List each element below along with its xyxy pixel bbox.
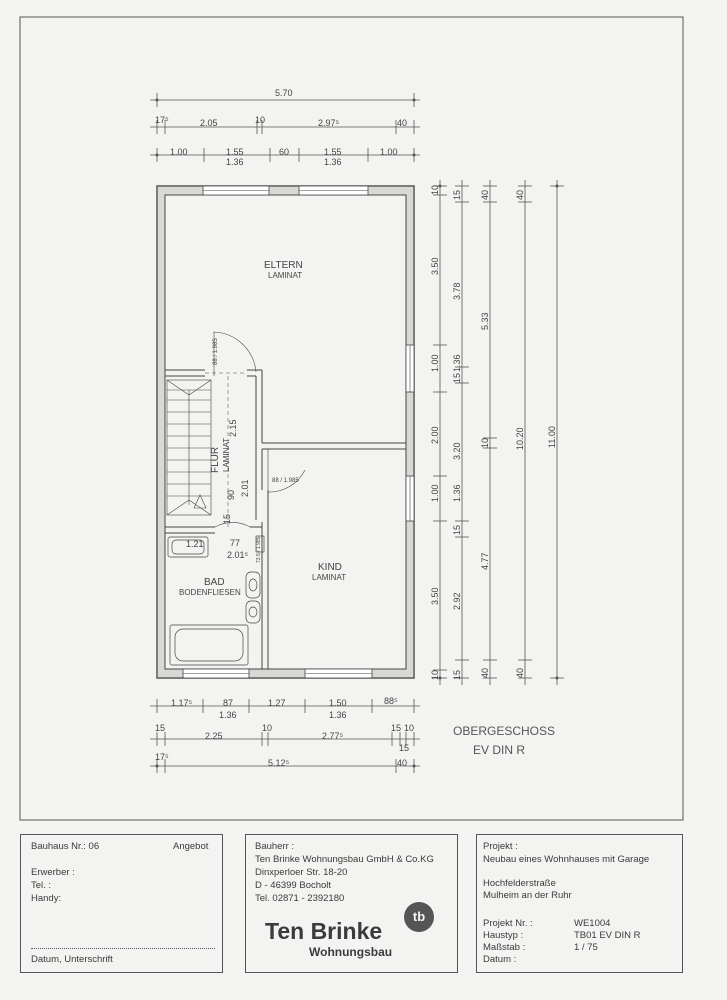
dim-bottom-row2-5: 10 xyxy=(404,723,415,733)
dim-bottom-row2-6: 15 xyxy=(399,743,410,753)
dim-top-row3-4: 1.55 xyxy=(324,147,342,157)
dim-top-row3-3: 60 xyxy=(279,147,290,157)
bauherr-label: Bauherr : xyxy=(255,841,295,852)
dim-flur-90: 90 xyxy=(226,489,236,500)
dim-bottom-row2-0: 15 xyxy=(155,723,166,733)
dim-bad-201: 2.01⁵ xyxy=(227,550,249,560)
dim-right-c2-2: 1.36 xyxy=(452,354,462,372)
logo-main: Ten Brinke xyxy=(265,918,383,944)
dim-bad-121: 1.21 xyxy=(186,539,204,549)
dim-right-c1-3: 2.00 xyxy=(430,426,440,444)
room-bad: BAD xyxy=(204,577,225,588)
floor-title: OBERGESCHOSS xyxy=(453,724,556,738)
projekt-street: Hochfelderstraße xyxy=(483,878,556,889)
datum-unterschrift-label: Datum, Unterschrift xyxy=(31,954,113,965)
dim-right-c3-4: 40 xyxy=(480,667,490,678)
dim-top-row3-5: 1.36 xyxy=(324,157,342,167)
room-flur: FLUR xyxy=(210,446,221,473)
angebot-label: Angebot xyxy=(173,841,209,852)
dim-top-row3-0: 1.00 xyxy=(170,147,188,157)
datum-label: Datum : xyxy=(483,954,517,965)
dim-top-row2-0: 17⁵ xyxy=(155,115,169,125)
bauhaus-label: Bauhaus Nr.: 06 xyxy=(31,841,100,852)
dim-top-total: 5.70 xyxy=(275,88,293,98)
dim-right-c2-7: 2.92 xyxy=(452,592,462,610)
logo-sub: Wohnungsbau xyxy=(309,945,393,959)
dim-right-c2-5: 1.36 xyxy=(452,484,462,502)
dim-right-c1-2: 1.00 xyxy=(430,354,440,372)
dim-right-c3-3: 4.77 xyxy=(480,552,490,570)
dim-right-c5-0: 11.00 xyxy=(547,426,557,448)
dim-right-c4-0: 40 xyxy=(515,189,525,200)
dim-right-c4-2: 40 xyxy=(515,667,525,678)
tel-label: Tel. : xyxy=(31,880,52,891)
dim-top-row3-2: 1.36 xyxy=(226,157,244,167)
logo-mark-icon xyxy=(404,902,434,932)
bauherr-tel: Tel. 02871 - 2392180 xyxy=(255,893,345,904)
dim-door-top: 88 / 1.985 xyxy=(213,338,219,365)
projekt-city: Mulheim an der Ruhr xyxy=(483,890,572,901)
dim-right-c3-1: 5.33 xyxy=(480,312,490,330)
dim-top-row2-4: 40 xyxy=(397,118,408,128)
dim-bottom-row2-4: 15 xyxy=(391,723,402,733)
dim-door-mid: 88 / 1.985 xyxy=(272,478,299,484)
bauherr-name: Ten Brinke Wohnungsbau GmbH & Co.KG xyxy=(255,854,434,865)
projekt-label: Projekt : xyxy=(483,841,518,852)
dim-right-c1-5: 3.50 xyxy=(430,587,440,605)
dim-right-c3-0: 40 xyxy=(480,189,490,200)
dim-top-row2-1: 2.05 xyxy=(200,118,218,128)
projekt-nr: WE1004 xyxy=(574,918,611,929)
dim-right-c2-1: 3.78 xyxy=(452,282,462,300)
bauherr-street: Dinxperloer Str. 18-20 xyxy=(255,867,348,878)
dim-bottom-row2-3: 2.77⁵ xyxy=(322,731,344,741)
dim-bottom-row3-1: 5.12⁵ xyxy=(268,758,290,768)
dim-bottom-row1-4: 1.50 xyxy=(329,698,347,708)
dim-right-c2-8: 15 xyxy=(452,669,462,680)
projekt-nr-label: Projekt Nr. : xyxy=(483,918,533,929)
room-eltern-floor: LAMINAT xyxy=(268,271,303,280)
room-bad-floor: BODENFLIESEN xyxy=(179,588,241,597)
dim-bad-door: 73.5 / 1.985 xyxy=(256,536,262,563)
dim-flur-201: 2.01 xyxy=(240,479,250,497)
dim-bottom-row1-3: 1.27 xyxy=(268,698,286,708)
floor-subtitle: EV DIN R xyxy=(473,743,526,757)
dim-top-row2-3: 2.97⁵ xyxy=(318,118,340,128)
dim-bottom-row3-0: 17⁵ xyxy=(155,752,169,762)
dim-bottom-row1-6: 88⁵ xyxy=(384,696,398,706)
handy-label: Handy: xyxy=(31,893,62,904)
room-flur-floor: LAMINAT xyxy=(222,437,231,472)
dim-bad-77: 77 xyxy=(230,538,241,548)
logo-mark: tb xyxy=(412,909,426,924)
dim-bottom-row1-0: 1.17⁵ xyxy=(171,698,193,708)
room-kind: KIND xyxy=(318,562,342,573)
haustyp: TB01 EV DIN R xyxy=(574,930,641,941)
dim-right-c2-6: 15 xyxy=(452,524,462,535)
dim-right-c3-2: 10 xyxy=(480,437,490,448)
dim-bottom-row2-2: 10 xyxy=(262,723,273,733)
massstab: 1 / 75 xyxy=(574,942,598,953)
projekt-desc: Neubau eines Wohnhauses mit Garage xyxy=(483,854,650,865)
dim-right-c1-0: 10 xyxy=(430,184,440,195)
dim-right-c2-3: 15 xyxy=(452,372,462,383)
dim-right-c1-1: 3.50 xyxy=(430,257,440,275)
dim-top-row2-2: 10 xyxy=(255,115,266,125)
dim-right-c4-1: 10.20 xyxy=(515,427,525,450)
signature-line xyxy=(31,948,215,949)
dim-bottom-row1-2: 1.36 xyxy=(219,710,237,720)
dim-right-c2-4: 3.20 xyxy=(452,442,462,460)
haustyp-label: Haustyp : xyxy=(483,930,524,941)
dim-bottom-row3-2: 40 xyxy=(397,758,408,768)
dim-bottom-row2-1: 2.25 xyxy=(205,731,223,741)
room-kind-floor: LAMINAT xyxy=(312,573,347,582)
dim-right-c1-6: 10 xyxy=(430,669,440,680)
dim-right-c1-4: 1.00 xyxy=(430,484,440,502)
dim-top-row3-1: 1.55 xyxy=(226,147,244,157)
dim-right-c2-0: 15 xyxy=(452,189,462,200)
bauherr-city: D - 46399 Bocholt xyxy=(255,880,332,891)
massstab-label: Maßstab : xyxy=(483,942,526,953)
dim-flur-215: 2.15 xyxy=(228,419,238,437)
erwerber-label: Erwerber : xyxy=(31,867,75,878)
room-eltern: ELTERN xyxy=(264,260,303,271)
dim-top-row3-6: 1.00 xyxy=(380,147,398,157)
dim-flur-15: 15 xyxy=(222,513,232,524)
dim-bottom-row1-5: 1.36 xyxy=(329,710,347,720)
dim-bottom-row1-1: 87 xyxy=(223,698,234,708)
